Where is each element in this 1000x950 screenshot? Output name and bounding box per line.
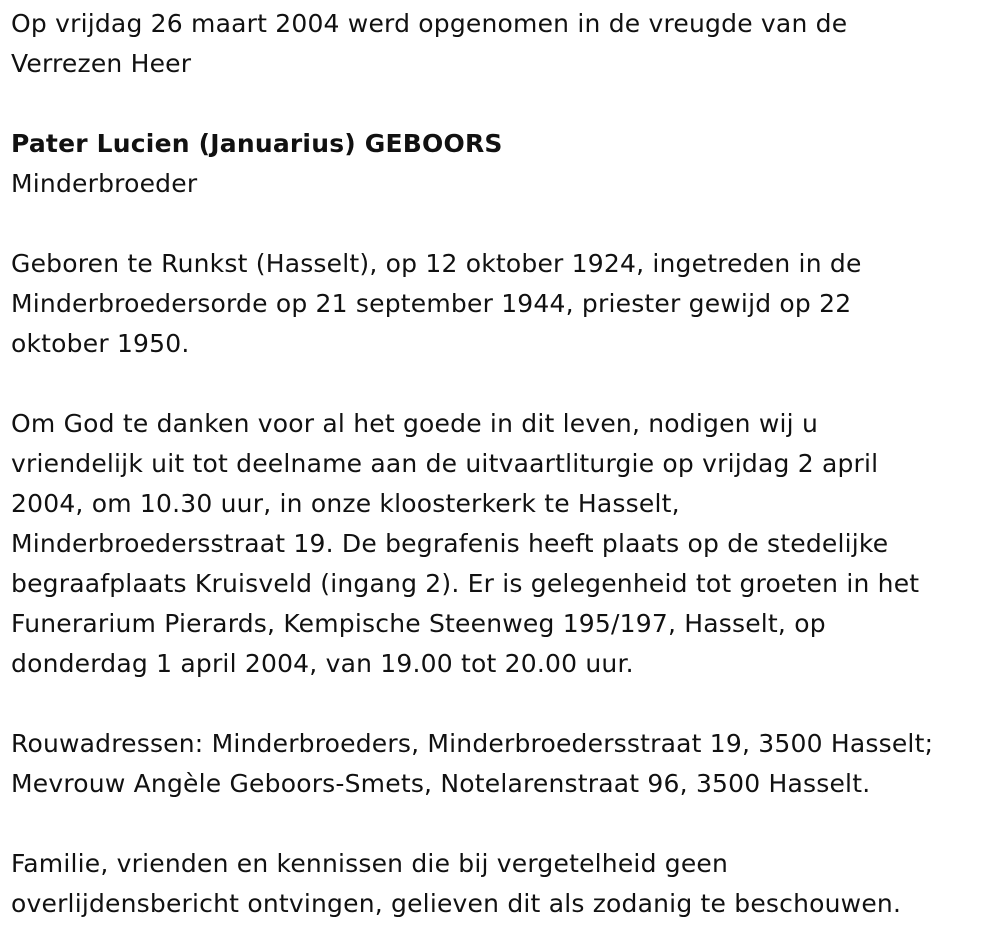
spacer: [11, 684, 1000, 724]
deceased-title: Minderbroeder: [11, 169, 198, 198]
closing-paragraph: Familie, vrienden en kennissen die bij vergetelheid geen overlijdensbericht ontvingen, gelieven dit als zodanig te beschouwen.: [11, 849, 902, 918]
intro-text: Op vrijdag 26 maart 2004 werd opgenomen in de vreugde van de Verrezen Heer: [11, 9, 848, 78]
spacer: [11, 204, 1000, 244]
spacer: [11, 804, 1000, 844]
spacer: [11, 364, 1000, 404]
funeral-paragraph: Om God te danken voor al het goede in dit leven, nodigen wij u vriendelijk uit tot deelname aan de uitvaartliturgie op vrijdag 2 april 2004, om 10.30 uur, in onze kloosterkerk te Hasselt, Minderbroedersstraat 19. De begrafenis heeft plaats op de stedelijke begraafplaats Kruisveld (ingang 2). Er is gelegenheid tot groeten in het Funerarium Pierards, Kempische Steenweg 195/197, Hasselt, op donderdag 1 april 2004, van 19.00 tot 20.00 uur.: [11, 409, 920, 678]
spacer: [11, 84, 1000, 124]
deceased-name: Pater Lucien (Januarius) GEBOORS: [11, 129, 503, 158]
birth-paragraph: Geboren te Runkst (Hasselt), op 12 oktober 1924, ingetreden in de Minderbroedersorde op 21 september 1944, priester gewijd op 22 oktober 1950.: [11, 249, 862, 358]
addresses-paragraph: Rouwadressen: Minderbroeders, Minderbroedersstraat 19, 3500 Hasselt; Mevrouw Angèle Geboors-Smets, Notelarenstraat 96, 3500 Hasselt.: [11, 729, 934, 798]
